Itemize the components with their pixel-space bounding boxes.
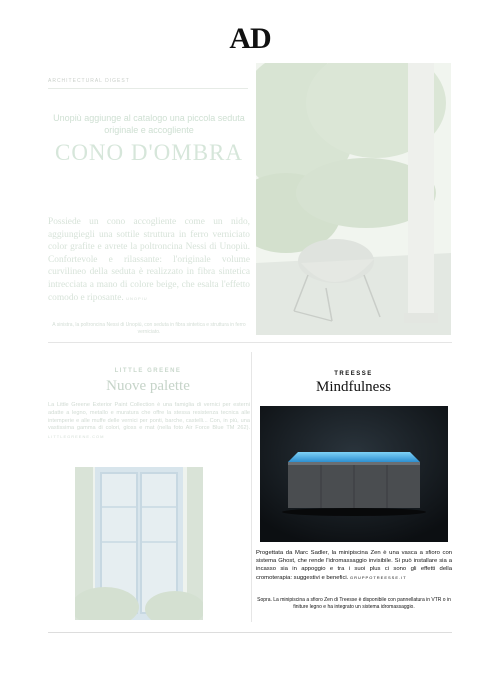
blue-door-illustration: [75, 467, 203, 620]
article-title: Nuove palette: [106, 378, 190, 394]
ad-logo: AD: [229, 22, 271, 55]
minipool-photo: [260, 406, 448, 542]
garden-chair-illustration: [256, 63, 451, 335]
article-credit: GRUPPOTREESSE.IT: [349, 574, 407, 580]
article-credit: LITTLEGREENE.COM: [48, 434, 105, 440]
blue-door-photo: [75, 467, 203, 620]
section-kicker: ARCHITECTURAL DIGEST: [48, 78, 130, 84]
column-divider: [251, 352, 252, 622]
article-body: [256, 550, 452, 583]
article-title: CONO D'OMBRA: [54, 140, 244, 165]
divider: [48, 342, 452, 343]
divider: [48, 632, 452, 633]
article-body-text: Progettata da Marc Sadler, la minipiscina Zen è una vasca a sfioro con sistema Ghost, che rende l'idromassaggio invisibile. Si può installare sia a incasso sia in appoggio e tra i suoi plus ci sono gli effetti della cromoterapia: suggestivi e benefici.: [256, 550, 452, 581]
article-body: [48, 402, 250, 442]
brand-label: TREESSE: [334, 371, 373, 377]
article-subtitle: Unopiù aggiunge al catalogo una piccola seduta originale e accogliente: [53, 113, 245, 135]
article-credit: UNOPIU: [126, 295, 148, 301]
article-body-text: La Little Greene Exterior Paint Collection è una famiglia di vernici per esterni adatte a legno, metallo e muratura che offre la stessa resistenza tecnica alle intemperie e alle muffe delle vernici per ponti, barche, castelli... Con, in più, una vastissima gamma di colori, gloss e mat (nella foto Air Force Blue TM 262).: [48, 402, 250, 432]
photo-caption: Sopra. La minipiscina a sfioro Zen di Treesse è disponibile con pannellatura in VTR o in finiture legno e ha integrato un sistema idromassaggio.: [257, 597, 451, 610]
minipool-illustration: [260, 406, 448, 542]
article-body-text: Possiede un cono accogliente come un nido, aggiungiegli una sottile struttura in ferro verniciato color grafite e avrete la poltroncina Nessi di Unopiù. Confortevole e rilassante: l'originale volume curvilineo della seduta è realizzato in fibra sintetica intrecciata a mano di colore beige, che esalta l'effetto comodo e riposante.: [48, 217, 250, 303]
brand-label: LITTLE GREENE: [114, 368, 182, 374]
garden-chair-photo: [256, 63, 451, 335]
article-body: [48, 216, 250, 305]
photo-caption: A sinistra, la poltroncina Nessi di Unopiù, con seduta in fibra sintetica e struttura in ferro verniciato.: [52, 322, 246, 335]
article-title: Mindfulness: [316, 379, 391, 395]
divider: [48, 88, 248, 89]
